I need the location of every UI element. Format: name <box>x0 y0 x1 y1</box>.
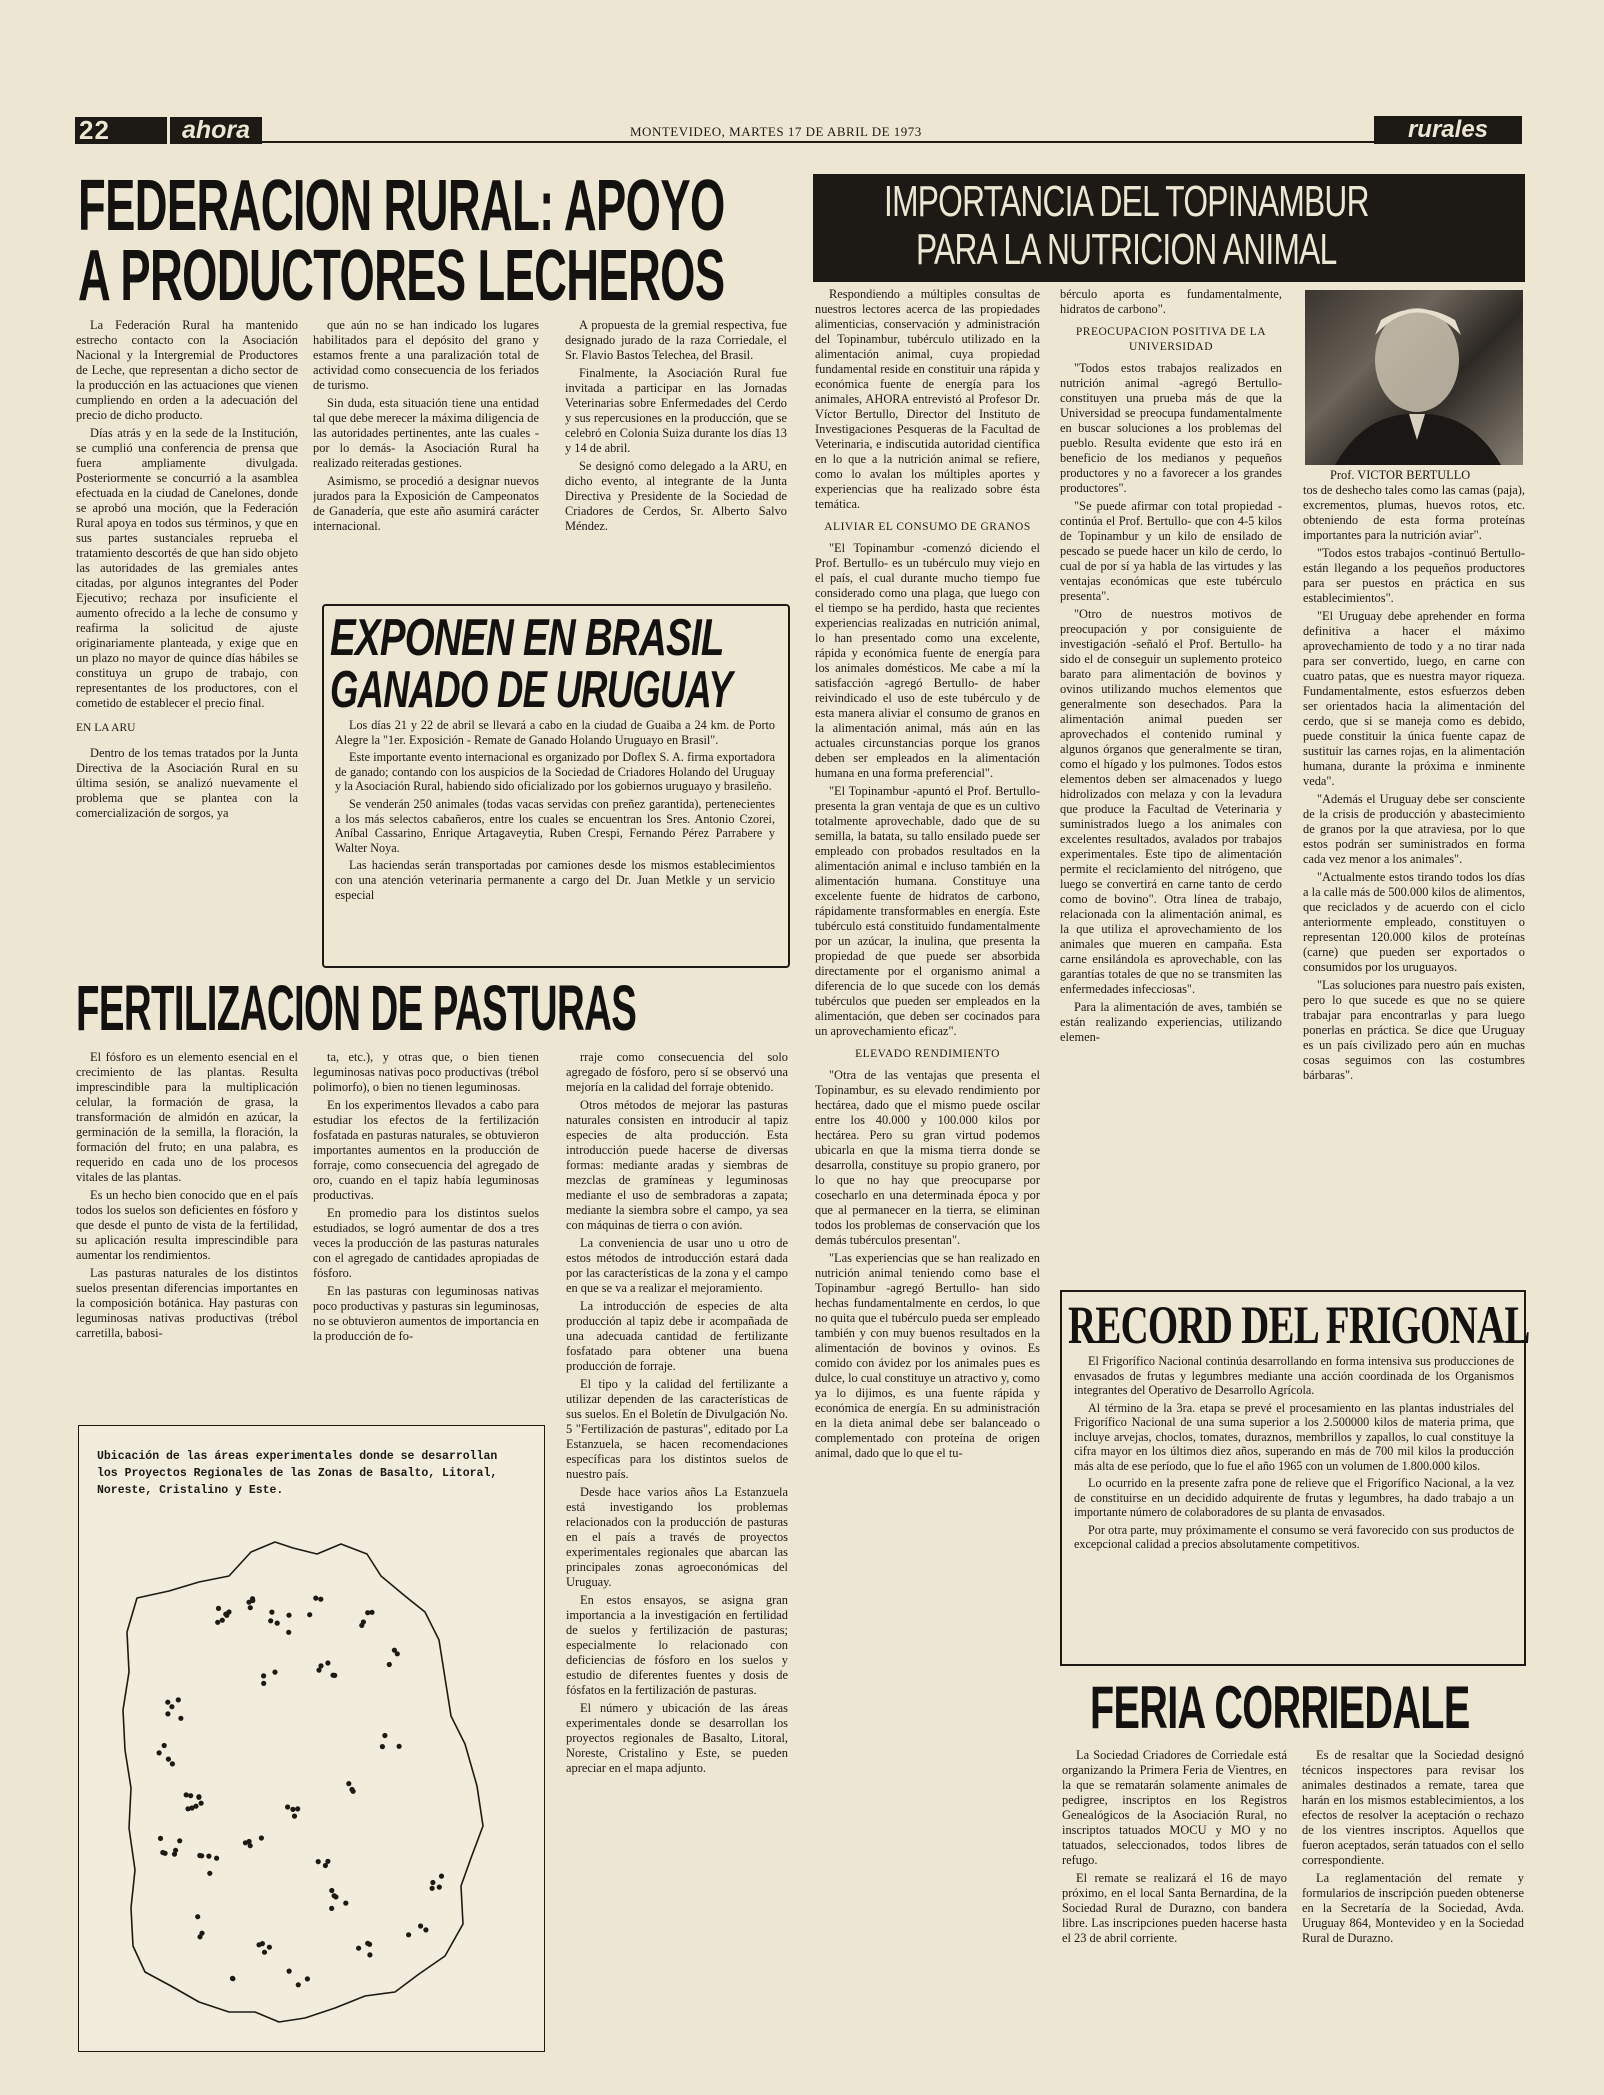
paragraph: La conveniencia de usar uno u otro de estos métodos de introducción estará dada por las características de la zona y el campo en que se va a realizar el mejoramiento. <box>566 1236 788 1295</box>
experimental-area-dot <box>343 1901 348 1906</box>
experimental-area-dot <box>268 1618 273 1623</box>
experimental-area-dot <box>430 1886 435 1891</box>
paragraph: Asimismo, se procedió a designar nuevos jurados para la Exposición de Campeonatos de Ganadería, que este año asumirá carácter internacional. <box>313 474 539 533</box>
paragraph: rraje como consecuencia del solo agregado de fósforo, pero sí se observó una mejoría en la calidad del forraje obtenido. <box>566 1050 788 1094</box>
experimental-area-dot <box>437 1885 442 1890</box>
experimental-area-dot <box>170 1761 175 1766</box>
paragraph: Dentro de los temas tratados por la Junta Directiva de la Asociación Rural en su última sesión, se analizó nuevamente el problema que se plantea con la comercialización de sorgos, ya <box>76 746 298 820</box>
experimental-area-dot <box>367 1952 372 1957</box>
brasil-body <box>335 718 775 958</box>
subheading: PREOCUPACION POSITIVA DE LA UNIVERSIDAD <box>1075 326 1267 353</box>
experimental-area-dot <box>325 1660 330 1665</box>
publication-logo: ahora <box>167 117 262 144</box>
paragraph: El fósforo es un elemento esencial en el crecimiento de las plantas. Resulta imprescindible para la multiplicación celular, la formación de grasa, la transformación de almidón en azúcar, la germinación de la semilla, la floración, la formación del fruto; en una palabra, es requerido en cada uno de los procesos vitales de las plantas. <box>76 1050 298 1184</box>
experimental-area-dot <box>199 1931 204 1936</box>
experimental-area-dot <box>285 1804 290 1809</box>
experimental-area-dot <box>169 1704 174 1709</box>
experimental-area-dot <box>395 1651 400 1656</box>
paragraph: tos de deshecho tales como las camas (paja), excrementos, plumas, huevos rotos, etc. obteniendo de esta forma proteínas importantes para la nutrición aviar". <box>1303 483 1525 542</box>
experimental-area-dot <box>275 1621 280 1626</box>
paragraph: En promedio para los distintos suelos estudiados, se logró aumentar de dos a tres veces la producción de las pasturas naturales con el agregado de cantidades apropiadas de fósforo. <box>313 1206 539 1280</box>
page-number: 22 <box>75 117 171 144</box>
experimental-area-dot <box>296 1982 301 1987</box>
paragraph: Es de resaltar que la Sociedad designó técnicos inspectores para revisar los animales destinados a remate, tarea que harán en los mismos establecimientos, a los efectos de resolver la aceptación o rechazo de los vientres inscriptos. Aquellos que fueron aceptados, serán tatuados con el sello correspondiente. <box>1302 1748 1524 1867</box>
photo-caption: Prof. VICTOR BERTULLO <box>1330 468 1471 482</box>
paragraph: Los días 21 y 22 de abril se llevará a cabo en la ciudad de Guaiba a 24 km. de Porto Alegre la "1er. Exposición - Remate de Ganado Holando Uruguayo en Brasil". <box>335 718 775 747</box>
experimental-area-dot <box>165 1700 170 1705</box>
paragraph: A propuesta de la gremial respectiva, fue designado jurado de la raza Corriedale, el Sr. Flavio Bastos Telechea, del Brasil. <box>565 318 787 362</box>
paragraph: Finalmente, la Asociación Rural fue invitada a participar en las Jornadas Veterinarias sobre Enfermedades del Cerdo y sus repercusiones en la producción, que se celebró en Colonia Suiza durante los días 13 y 14 de abril. <box>565 366 787 455</box>
paragraph: ta, etc.), y otras que, o bien tienen leguminosas nativas poco productivas (trébol polimorfo), o bien no tienen leguminosas. <box>313 1050 539 1094</box>
experimental-area-dot <box>329 1888 334 1893</box>
experimental-area-dot <box>380 1744 385 1749</box>
experimental-area-dot <box>367 1942 372 1947</box>
experimental-area-dot <box>261 1673 266 1678</box>
paragraph: Lo ocurrido en la presente zafra pone de relieve que el Frigorífico Nacional, a la vez de constituirse en un decidido adquirente de frutas y legumbres, ha dado trabajo a un importante número de colaboradores de su planta de envasados. <box>1074 1476 1514 1519</box>
paragraph: Al término de la 3ra. etapa se prevé el procesamiento en las plantas industriales del Frigorífico Nacional de una suma superior a los 2.500000 kilos de materia prima, que incluye arvejas, choclos, tomates, duraznos, membrillos y zapallos, lo cual constituye la cifra mayor en los últimos diez años, superando en más de 700 mil kilos la producción más alta de ese período, que lo fue el año 1965 con un volumen de 1.800.000 kilos. <box>1074 1400 1514 1473</box>
paragraph: La Federación Rural ha mantenido estrecho contacto con la Asociación Nacional y la Intergremial de Productores de Leche, que representan a dicho sector de la producción en las actuaciones que vienen cumpliendo en orden a la adecuación del precio de dicho producto. <box>76 318 298 422</box>
subheading: EN LA ARU <box>76 722 136 734</box>
paragraph: Para la alimentación de aves, también se están realizando experiencias, utilizando elemen- <box>1060 1000 1282 1044</box>
experimental-area-dot <box>365 1610 370 1615</box>
paragraph: El remate se realizará el 16 de mayo próximo, en el local Santa Bernardina, de la Sociedad Rural de Durazno, con bandera libre. Las inscripciones pueden hacerse hasta el 23 de abril corriente. <box>1062 1871 1287 1945</box>
paragraph: Desde hace varios años La Estanzuela está investigando los problemas relacionados con la producción de pasturas en el país a través de proyectos experimentales regionales que abarcan las principales zonas agroeconómicas del Uruguay. <box>566 1485 788 1589</box>
paragraph: Días atrás y en la sede de la Institución, se cumplió una conferencia de prensa que fuera ampliamente divulgada. Posteriormente se concurrió a la asamblea efectuada en la ciudad de Canelones, donde se aprobó una moción, que la Federación Rural apoya en todos sus términos, y que en sus partes sustanciales reprueba el tratamiento descortés de que han sido objeto las autoridades de las gremiales antes citadas, por algunos integrantes del Poder Ejecutivo; rechaza por insuficiente el aumento ofrecido a la leche de consumo y reafirma la solicitud de ajuste originariamente planteada, y exige que en un plazo no mayor de quince días hábiles se constituya un grupo de trabajo, con representantes de los productores, con el cometido de establecer el precio final. <box>76 426 298 710</box>
experimental-area-dot <box>305 1976 310 1981</box>
masthead-rule <box>259 141 1521 143</box>
experimental-area-dot <box>166 1757 171 1762</box>
paragraph: La introducción de especies de alta producción al tapiz debe ir acompañada de una adecuada cantidad de fertilizante fosfatado para obtener una buena producción de forraje. <box>566 1299 788 1373</box>
frigonal-headline: RECORD DEL FRIGONAL <box>1068 1295 1530 1355</box>
paragraph: "Actualmente estos tirando todos los días a la calle más de 500.000 kilos de alimentos, que reciclados y de acuerdo con el ciclo anteriormente empleado, constituyen o representan 120.000 kilos de proteínas (carne) que pueden ser exportados o consumidos por los uruguayos. <box>1303 870 1525 974</box>
experimental-areas-map <box>78 1425 545 2052</box>
experimental-area-dot <box>351 1789 356 1794</box>
experimental-area-dot <box>247 1839 252 1844</box>
experimental-area-dot <box>197 1853 202 1858</box>
subheading: ELEVADO RENDIMIENTO <box>855 1048 1000 1060</box>
experimental-area-dot <box>356 1946 361 1951</box>
brasil-headline-line2: GANADO DE URUGUAY <box>330 661 732 719</box>
paragraph: "Además el Uruguay debe ser consciente de la crisis de producción y abastecimiento de granos por la que atraviesa, por lo que estos podrán ser suministrados en forma cada vez menor a los animales". <box>1303 792 1525 866</box>
topinambur-column-1 <box>815 287 1040 2062</box>
paragraph: La Sociedad Criadores de Corriedale está organizando la Primera Feria de Vientres, en la que se rematarán solamente animales de pedigree, inscriptos en los Registros Genealógicos de la Asociación Rural, no inscriptos tatuados MOCU y MO y no tatuados, seleccionados, todos libres de refugo. <box>1062 1748 1287 1867</box>
experimental-area-dot <box>256 1942 261 1947</box>
experimental-area-dot <box>226 1609 231 1614</box>
experimental-area-dot <box>346 1781 351 1786</box>
paragraph: El número y ubicación de las áreas experimentales donde se desarrollan los proyectos regionales de Basalto, Litoral, Noreste, Cristalino y Este, se pueden apreciar en el mapa adjunto. <box>566 1701 788 1775</box>
experimental-area-dot <box>272 1670 277 1675</box>
paragraph: En estos ensayos, se asigna gran importancia a la investigación en fertilidad de suelos y fertilización de pasturas; especialmente lo relacionado con deficiencias de fósforo en los suelos y estudio de diferentes fuentes y dosis de fósfatos en la fertilización de pasturas. <box>566 1593 788 1697</box>
experimental-area-dot <box>195 1914 200 1919</box>
experimental-area-dot <box>269 1610 274 1615</box>
experimental-area-dot <box>188 1793 193 1798</box>
experimental-area-dot <box>316 1668 321 1673</box>
paragraph: "Las soluciones para nuestro país existen, pero lo que sucede es que no se quiere trabajar para encontrarlas y para luego ponerlas en práctica. Se dice que Uruguay es un país civilizado pero aún en muchas cosas seguimos con las costumbres bárbaras". <box>1303 978 1525 1082</box>
experimental-area-dot <box>262 1950 267 1955</box>
experimental-area-dot <box>387 1662 392 1667</box>
feria-column-1 <box>1062 1748 1287 2063</box>
paragraph: Se venderán 250 animales (todas vacas servidas con preñez garantida), pertenecientes a los más selectos cabañeros, entre los cuales se encuentran los Sres. Antonio Czorei, Aníbal Cassarino, Enrique Artagaveytia, Ruben Crespi, Fernando Pérez Parrabere y Walter Noya. <box>335 796 775 855</box>
subheading: ALIVIAR EL CONSUMO DE GRANOS <box>824 521 1031 533</box>
fertilizacion-headline: FERTILIZACION DE PASTURAS <box>76 972 637 1044</box>
frigonal-body <box>1074 1354 1514 1656</box>
experimental-area-dot <box>267 1945 272 1950</box>
paragraph: "Todos estos trabajos realizados en nutrición animal -agregó Bertullo- constituyen una prueba más de que la Universidad se preocupa fundamentalmente en buscar soluciones a los problemas del pueblo. Resulta evidente que esto irá en beneficio de los medianos y pequeños productores y no a favorecer a los grandes productores". <box>1060 361 1282 495</box>
experimental-area-dot <box>158 1836 163 1841</box>
experimental-area-dot <box>184 1792 189 1797</box>
experimental-area-dot <box>323 1863 328 1868</box>
uruguay-map-outline <box>79 1426 544 2051</box>
paragraph: Las pasturas naturales de los distintos suelos presentan diferencias importantes en la composición botánica. Hay pasturas con leguminosas nativas productivas (trébol carretilla, babosi- <box>76 1266 298 1340</box>
experimental-area-dot <box>259 1835 264 1840</box>
experimental-area-dot <box>430 1880 435 1885</box>
paragraph: que aún no se han indicado los lugares habilitados para el depósito del grano y estamos frente a una paralización total de actividad como consecuencia de los feriados de turismo. <box>313 318 539 392</box>
paragraph: La reglamentación del remate y formularios de inscripción pueden obtenerse en la Secretaría de la Sociedad, Avda. Uruguay 864, Montevideo y en la Sociedad Rural de Durazno. <box>1302 1871 1524 1945</box>
topinambur-headline-line2: PARA LA NUTRICION ANIMAL <box>916 225 1337 274</box>
feria-headline: FERIA CORRIEDALE <box>1090 1674 1470 1741</box>
map-caption: Ubicación de las áreas experimentales donde se desarrollan los Proyectos Regionales de las Zonas de Basalto, Litoral, Noreste, Cristalino y Este. <box>97 1450 498 1497</box>
experimental-area-dot <box>178 1716 183 1721</box>
experimental-area-dot <box>220 1618 225 1623</box>
experimental-area-dot <box>397 1744 402 1749</box>
federacion-headline-line2: A PRODUCTORES LECHEROS <box>78 236 725 316</box>
experimental-area-dot <box>214 1856 219 1861</box>
portrait-silhouette <box>1305 290 1523 465</box>
experimental-area-dot <box>382 1733 387 1738</box>
experimental-area-dots <box>157 1596 445 1988</box>
experimental-area-dot <box>318 1597 323 1602</box>
paragraph: bérculo aporta es fundamentalmente, hidratos de carbono". <box>1060 287 1282 316</box>
paragraph: Otros métodos de mejorar las pasturas naturales consisten en introducir al tapiz especies de alta producción. Esta introducción puede hacerse de diversas formas: mediante aradas y siembras de mezclas de gramíneas y leguminosas mediante el uso de sembradoras a zapata; mediante la siembra sobre el campo, ya sea con máquinas de tierra o con avión. <box>566 1098 788 1232</box>
dateline: MONTEVIDEO, MARTES 17 DE ABRIL DE 1973 <box>630 124 922 139</box>
experimental-area-dot <box>418 1923 423 1928</box>
paragraph: Por otra parte, muy próximamente el consumo se verá favorecido con sus productos de excepcional calidad a precios absolutamente competitivos. <box>1074 1522 1514 1551</box>
federacion-column-1 <box>76 318 298 938</box>
feria-column-2 <box>1302 1748 1524 2063</box>
experimental-area-dot <box>162 1743 167 1748</box>
section-label: rurales <box>1374 116 1522 144</box>
paragraph: Respondiendo a múltiples consultas de nuestros lectores acerca de las propiedades alimenticias, conservación y administración del Topinambur, tubérculo utilizado en la alimentación animal, cuya propiedad fundamental reside en constituir una rápida y económica fuente de energía para los animales, AHORA entrevistó al Profesor Dr. Víctor Bertullo, Director del Instituto de Investigaciones Pesqueras de la Facultad de Veterinaria, e indiscutida autoridad científica en lo que a la nutrición animal se refiere, como lo avalan los múltiples aportes y experiencias que ha realizado sobre ésta temática. <box>815 287 1040 511</box>
experimental-area-dot <box>261 1681 266 1686</box>
paragraph: En los experimentos llevados a cabo para estudiar los efectos de la fertilización fosfatada en pasturas naturales, se obtuvieron importantes aumentos en la producción de forraje, como consecuencia del agregado de oro, cuando en el tapiz había leguminosas productivas. <box>313 1098 539 1202</box>
federacion-headline-line1: FEDERACION RURAL: APOYO <box>78 166 725 246</box>
paragraph: "Todos estos trabajos -continuó Bertullo- están llegando a los pequeños productores para ser puestos en práctica en sus establecimientos". <box>1303 546 1525 605</box>
federacion-column-2 <box>313 318 539 603</box>
experimental-area-dot <box>206 1854 211 1859</box>
paragraph: "El Uruguay debe aprehender en forma definitiva a hacer el máximo aprovechamiento de todo y a no tirar nada para ser convertido, luego, en carne con cuatro patas, que es nuestra mayor riqueza. Fundamentalmente, estos esfuerzos deben ser orientados hacia la alimentación del cerdo, que si se maneja como es debido, puede constituir la única fuente capaz de sustituir las carnes rojas, en la alimentación humana, durante la próxima e inminente veda". <box>1303 609 1525 788</box>
experimental-area-dot <box>157 1750 162 1755</box>
experimental-area-dot <box>193 1804 198 1809</box>
experimental-area-dot <box>290 1807 295 1812</box>
experimental-area-dot <box>177 1838 182 1843</box>
paragraph: Este importante evento internacional es organizado por Doflex S. A. firma exportadora de ganado; contando con los auspicios de la Sociedad de Criadores Holando del Uruguay y la Asociación Rural, habiendo sido oficializado por los gobiernos uruguayo y brasileño. <box>335 750 775 794</box>
experimental-area-dot <box>176 1697 181 1702</box>
experimental-area-dot <box>316 1859 321 1864</box>
paragraph: "Otra de las ventajas que presenta el Topinambur, es su elevado rendimiento por hectárea, dado que el mismo puede oscilar entre los 40.000 y 100.000 kilos por hectárea. Pero su gran virtud podemos ubicarla en que la misma tierra donde se desarrolla, constituye su propio granero, por lo que no hay que preocuparse por cosecharlo en una determinada época y por que al permanecer en la tierra, se eliminan todos los problemas de conservación que los demás tubérculos presentan". <box>815 1068 1040 1247</box>
fertilizacion-column-3 <box>566 1050 788 2065</box>
experimental-area-dot <box>359 1623 364 1628</box>
experimental-area-dot <box>286 1630 291 1635</box>
bertullo-photo <box>1305 290 1523 465</box>
experimental-area-dot <box>295 1806 300 1811</box>
paragraph: El Frigorífico Nacional continúa desarrollando en forma intensiva sus producciones de envasados de frutas y legumbres mediante una acción coordinada de los Organismos integrantes del Operativo de Desarrollo Agrícola. <box>1074 1354 1514 1397</box>
topinambur-column-2 <box>1060 287 1282 1280</box>
experimental-area-dot <box>307 1612 312 1617</box>
fertilizacion-column-2 <box>313 1050 539 1415</box>
federacion-column-3 <box>565 318 787 603</box>
brasil-headline-line1: EXPONEN EN BRASIL <box>330 609 724 667</box>
experimental-area-dot <box>287 1969 292 1974</box>
paragraph: Las haciendas serán transportadas por camiones desde los mismos establecimientos con una atención veterinaria permanente a cargo del Dr. Juan Metkle y un servicio especial <box>335 858 775 902</box>
experimental-area-dot <box>207 1871 212 1876</box>
experimental-area-dot <box>313 1596 318 1601</box>
experimental-area-dot <box>406 1932 411 1937</box>
paragraph: "Se puede afirmar con total propiedad -continúa el Prof. Bertullo- que con 4-5 kilos de Topinambur y un kilo de ensilado de pescado se puede hacer un kilo de cerdo, lo cual de por sí ya habla de las virtudes y las ventajas económicas que este tubérculo presenta". <box>1060 499 1282 603</box>
paragraph: El tipo y la calidad del fertilizante a utilizar dependen de las características de sus suelos. En el Boletín de Divulgación No. 5 "Fertilización de pasturas", editado por La Estanzuela, se hacen recomendaciones específicas para los distintos suelos de nuestro país. <box>566 1377 788 1481</box>
experimental-area-dot <box>216 1606 221 1611</box>
paragraph: "Las experiencias que se han realizado en nutrición animal teniendo como base el Topinambur -agregó Bertullo- han sido hechas fundamentalmente en cerdos, lo que no quita que el tubérculo pueda ser empleado también y con muy buenos resultados en la alimentación de bovinos y ovinos. Es comido con ávidez por los animales pues es dulce, lo cual constituye un atractivo y, como ya lo dijimos, es una fuente rápida y económica de energía. En su administración en la dieta animal debe ser balanceado o complementado con proteína de origen animal, dado que lo que el tu- <box>815 1251 1040 1460</box>
fertilizacion-column-1 <box>76 1050 298 1415</box>
experimental-area-dot <box>423 1927 428 1932</box>
experimental-area-dot <box>330 1673 335 1678</box>
experimental-area-dot <box>329 1906 334 1911</box>
experimental-area-dot <box>215 1620 220 1625</box>
paragraph: En las pasturas con leguminosas nativas poco productivas y pasturas sin leguminosas, no se obtuvieron aumentos de importancia en la producción de fo- <box>313 1284 539 1343</box>
experimental-area-dot <box>230 1976 235 1981</box>
experimental-area-dot <box>292 1814 297 1819</box>
topinambur-column-3 <box>1303 483 1525 1283</box>
paragraph: "El Topinambur -comenzó diciendo el Prof. Bertullo- es un tubérculo muy viejo en el país, el cual durante mucho tiempo fue considerado como una plaga, que luego con el tiempo se ha perdido, hasta que recientes experiencias realizadas en nutrición animal, lo han presentado como una excelente, rápida y económica fuente de energía para los animales domésticos. Me cabe a mí la satisfacción -agregó Bertullo- de haber reivindicado el uso de este tubérculo y de esta manera aliviar el consumo de granos en la alimentación animal, más aún en las actuales circunstancias porque los granos deben ser empleados en la alimentación humana en una forma preferencial". <box>815 541 1040 780</box>
experimental-area-dot <box>248 1605 253 1610</box>
paragraph: "Otro de nuestros motivos de preocupación y por consiguiente de investigación -señaló el Prof. Bertullo- ha sido el de conseguir un suplemento proteico barato para alimentación de bovinos y ovinos utilizando muchos elementos que generalmente son desechados. Para la alimentación animal pueden ser aprovechados el contenido ruminal y algunos órganos que generalmente se tiran, como el hígado y los pulmones. Todos estos elementos deben ser almacenados y luego hidrolizados con melaza y con la levadura que produce la Facultad de Veterinaria y suministrados luego a los animales con excelentes resultados, avalados por trabajos experimentales. Este tipo de alimentación permite el reciclamiento del nitrógeno, que luego se convertirá en carne tanto de cerdo como de bovino". Otra línea de trabajo, relacionada con la alimentación animal, es la que utiliza el aprovechamiento de los animales que mueren en campaña. Esta carne ensilándola es aprovechable, con las garantías totales de que no se transmiten las enfermedades infecciosas". <box>1060 607 1282 996</box>
experimental-area-dot <box>439 1874 444 1879</box>
experimental-area-dot <box>172 1852 177 1857</box>
experimental-area-dot <box>185 1806 190 1811</box>
experimental-area-dot <box>199 1801 204 1806</box>
paragraph: "El Topinambur -apuntó el Prof. Bertullo- presenta la gran ventaja de que es un cultivo totalmente aprovechable, dado que de su semilla, la batata, su tallo ensilado puede ser empleado con probados resultados en la alimentación animal e incluso también en la alimentación humana. Constituye una excelente fuente de hidratos de carbono, rápidamente transformables en energía. Este tubérculo está constituido fundamentalmente por un azúcar, la inulina, que presenta la propiedad de que puede ser absorbida directamente por el organismo animal a diferencia de lo que sucede con los demás tubérculos que pueden ser empleados en la alimentación, que deben ser cocinados para un aprovechamiento eficaz". <box>815 784 1040 1038</box>
experimental-area-dot <box>165 1711 170 1716</box>
experimental-area-dot <box>196 1795 201 1800</box>
paragraph: Se designó como delegado a la ARU, en dicho evento, al integrante de la Junta Directiva y Presidente de la Sociedad de Criadores de Cerdos, Sr. Alberto Salvo Méndez. <box>565 459 787 533</box>
experimental-area-dot <box>286 1613 291 1618</box>
paragraph: Es un hecho bien conocido que en el país todos los suelos son deficientes en fósforo y que desde el punto de vista de la fertilidad, su aplicación resulta imprescindible para aumentar los rendimientos. <box>76 1188 298 1262</box>
experimental-area-dot <box>250 1598 255 1603</box>
topinambur-headline-line1: IMPORTANCIA DEL TOPINAMBUR <box>884 177 1369 226</box>
paragraph: Sin duda, esta situación tiene una entidad tal que debe merecer la máxima diligencia de las autoridades pertinentes, ante las cuales -por lo demás- la Asociación Rural ha realizado reiteradas gestiones. <box>313 396 539 470</box>
experimental-area-dot <box>332 1893 337 1898</box>
experimental-area-dot <box>163 1851 168 1856</box>
